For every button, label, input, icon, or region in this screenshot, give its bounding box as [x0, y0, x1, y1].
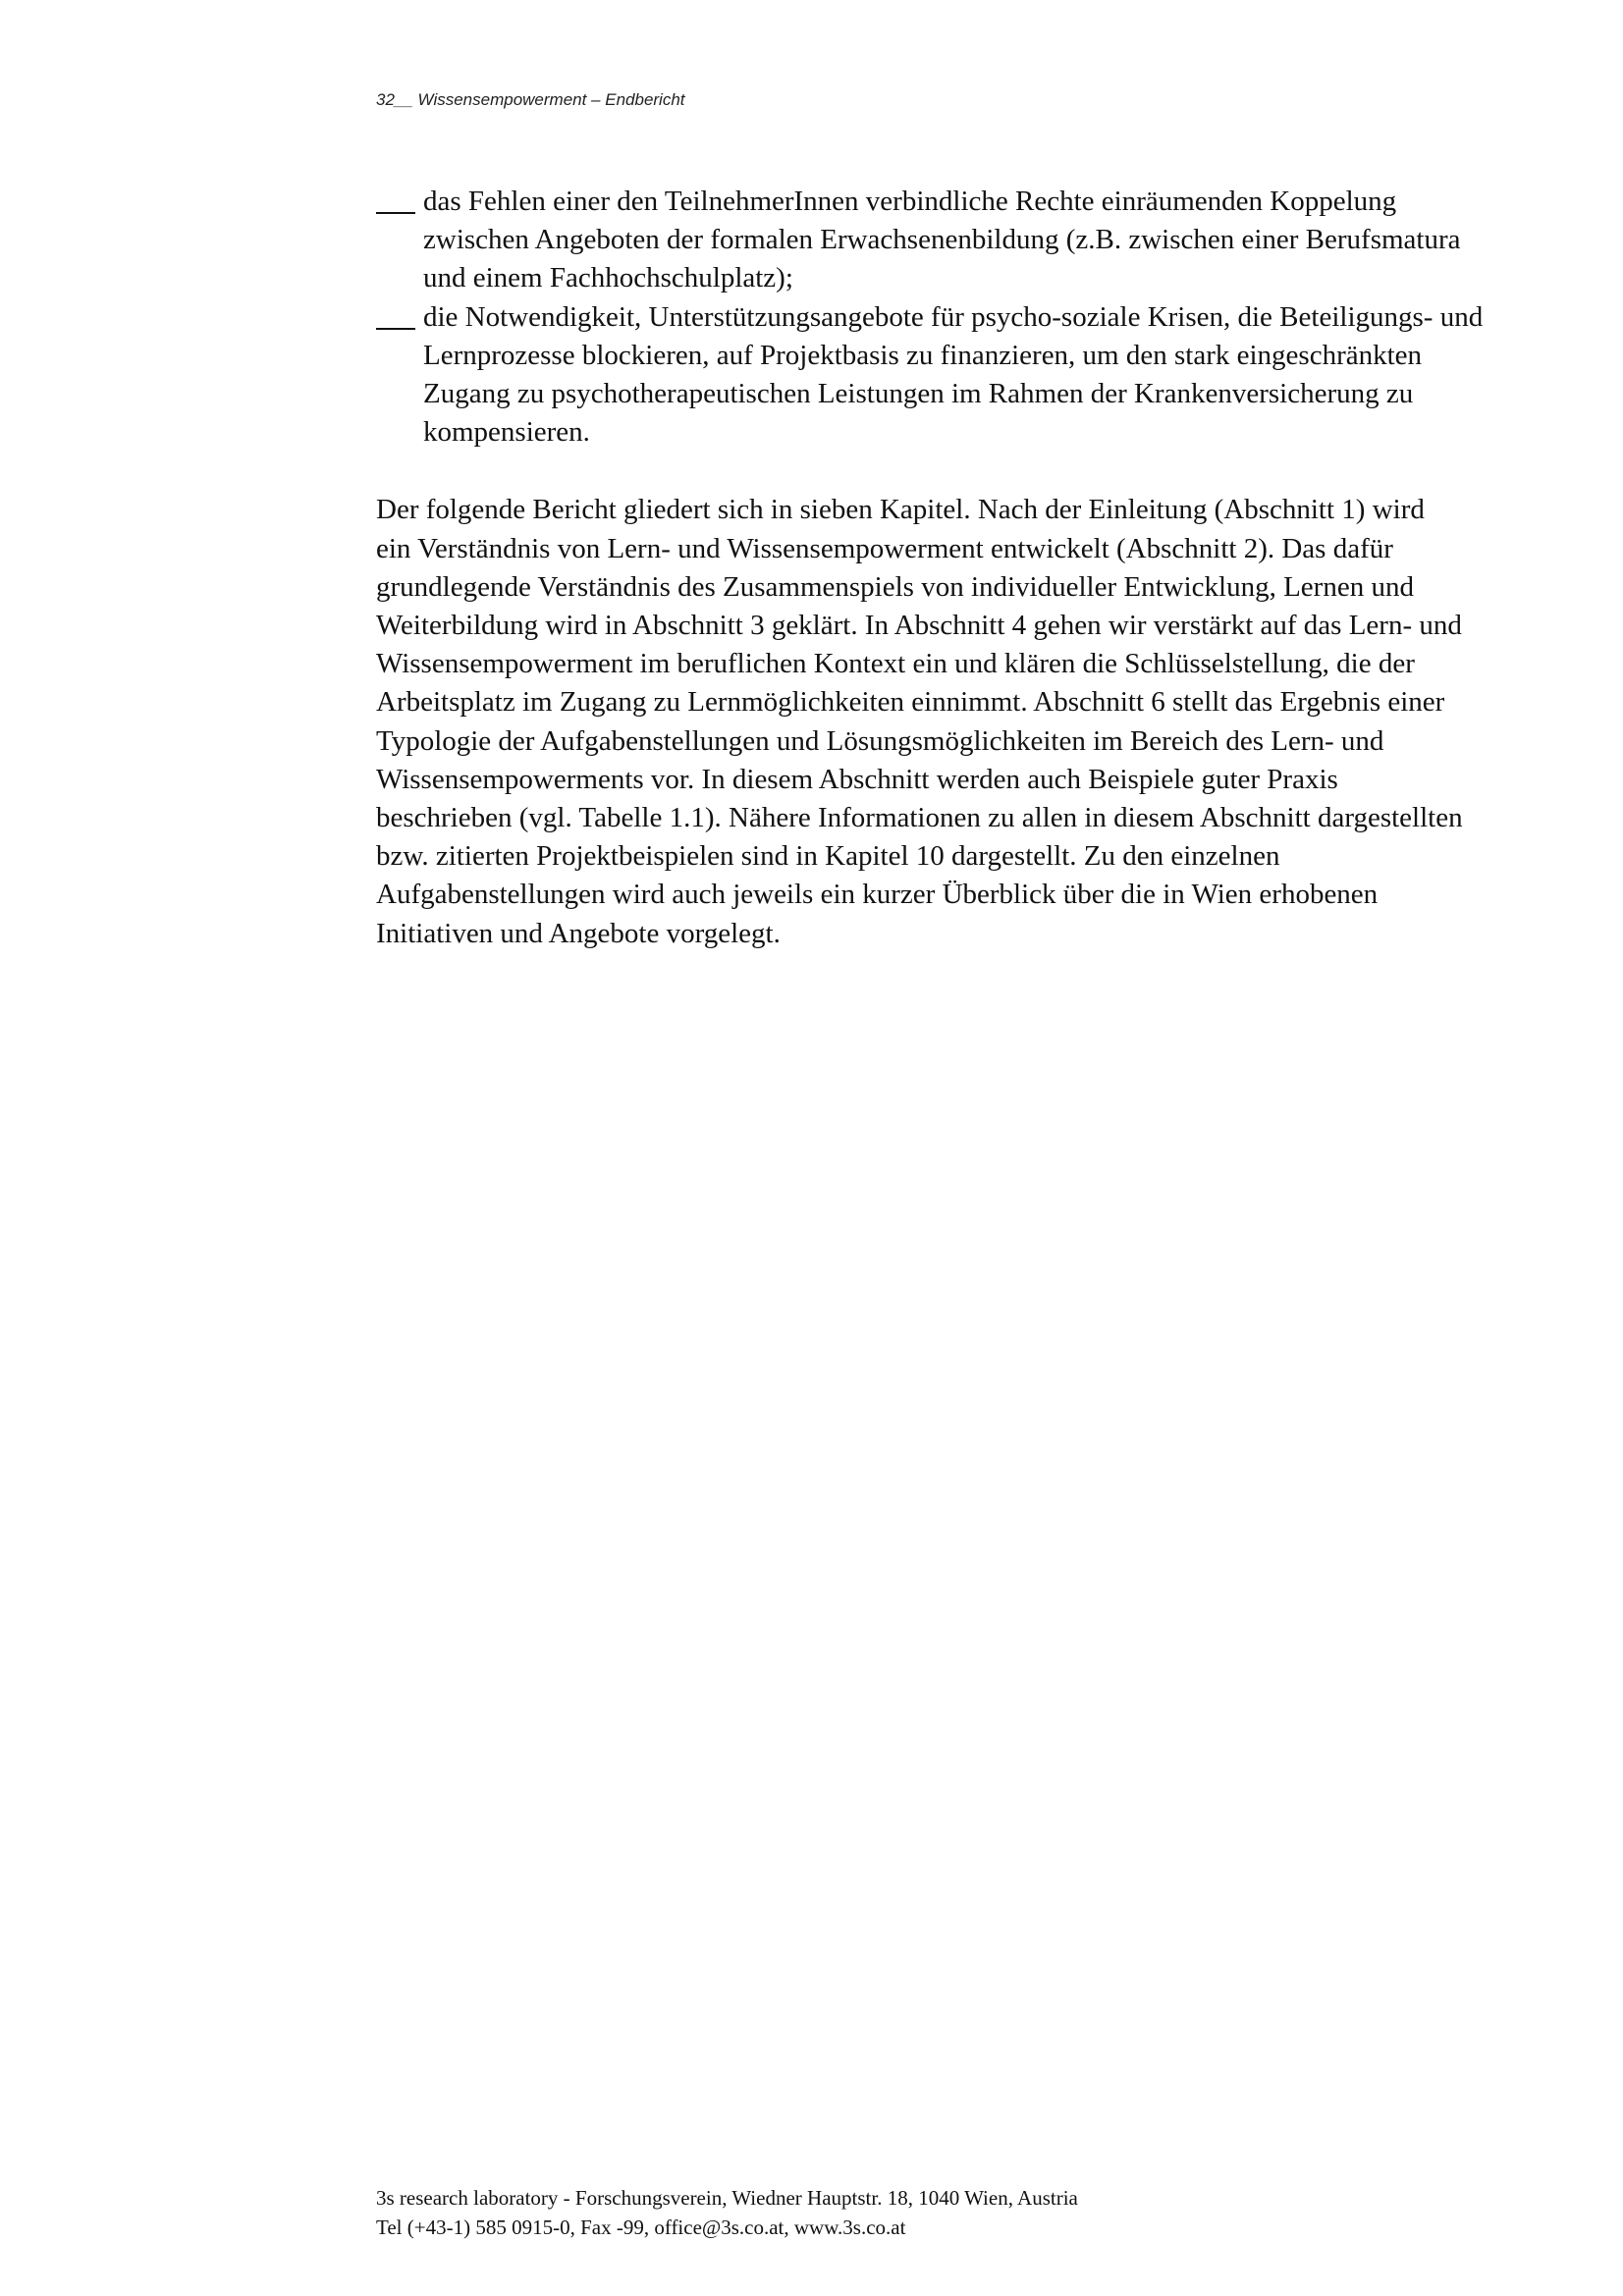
list-item	[376, 298, 1495, 453]
footer-address: 3s research laboratory - Forschungsverein, Wiedner Hauptstr. 18, 1040 Wien, Austria	[376, 2186, 1078, 2210]
running-header: 32__ Wissensempowerment – Endbericht	[376, 90, 685, 109]
page-footer	[376, 2183, 1078, 2242]
footer-contact: Tel (+43-1) 585 0915-0, Fax -99, office@3s.co.at, www.3s.co.at	[376, 2216, 906, 2239]
page-content	[376, 183, 1495, 953]
dash-bullet-icon	[376, 328, 415, 330]
body-paragraph: Der folgende Bericht gliedert sich in sieben Kapitel. Nach der Einleitung (Abschnitt 1) wird ein Verständnis von Lern- und Wissensempowerment entwickelt (Abschnitt 2). Das dafür grundlegende Verständnis des Zusammenspiels von individueller Entwicklung, Lernen und Weiterbildung wird in Abschnitt 3 geklärt. In Abschnitt 4 gehen wir verstärkt auf das Lern- und Wissensempowerment im beruflichen Kontext ein und klären die Schlüsselstellung, die der Arbeitsplatz im Zugang zu Lernmöglichkeiten einnimmt. Abschnitt 6 stellt das Ergebnis einer Typologie der Aufgabenstellungen und Lösungsmöglichkeiten im Bereich des Lern- und Wissensempowerments vor. In diesem Abschnitt werden auch Beispiele guter Praxis beschrieben (vgl. Tabelle 1.1). Nähere Informationen zu allen in diesem Abschnitt dargestellten bzw. zitierten Projektbeispielen sind in Kapitel 10 dargestellt. Zu den einzelnen Aufgabenstellungen wird auch jeweils ein kurzer Überblick über die in Wien erhobenen Initiativen und Angebote vorgelegt.	[376, 494, 1463, 949]
dash-bullet-icon	[376, 212, 415, 214]
list-item-text: die Notwendigkeit, Unterstützungsangebote für psycho-soziale Krisen, die Beteiligungs- und Lernprozesse blockieren, auf Projektbasis zu finanzieren, um den stark eingeschränkten Zugang zu psychotherapeutischen Leistungen im Rahmen der Krankenversicherung zu kompensieren.	[423, 300, 1484, 449]
list-item	[376, 183, 1495, 298]
bullet-list	[376, 183, 1495, 452]
list-item-text: das Fehlen einer den TeilnehmerInnen verbindliche Rechte einräumenden Koppelung zwischen Angeboten der formalen Erwachsenenbildung (z.B. zwischen einer Berufsmatura und einem Fachhochschulplatz);	[423, 186, 1461, 294]
